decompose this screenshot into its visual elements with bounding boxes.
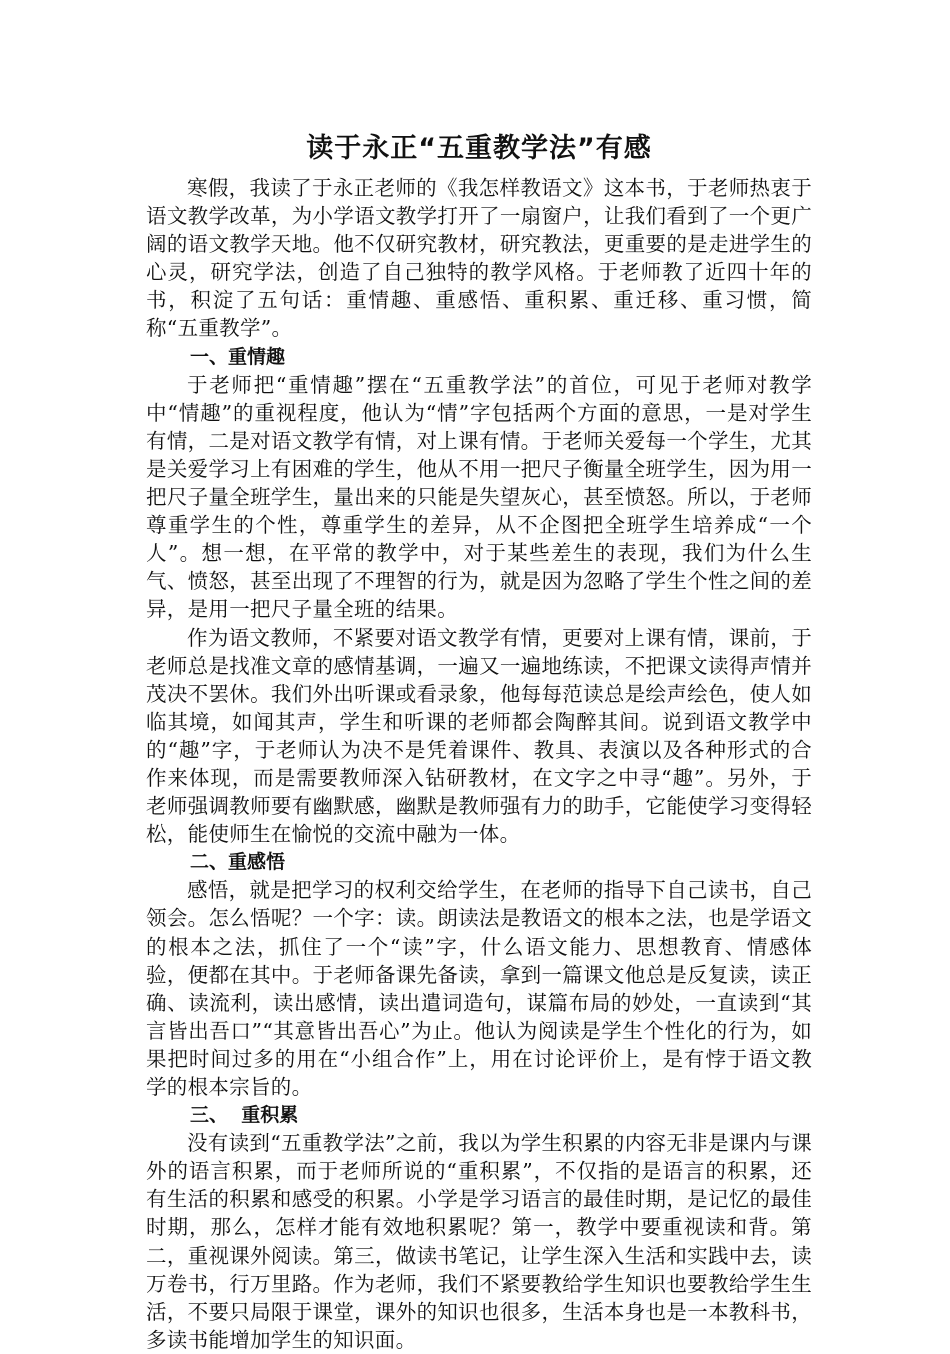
section3-paragraph-1: 没有读到“五重教学法”之前，我以为学生积累的内容无非是课内与课外的语言积累，而于老师所说的“重积累”，不仅指的是语言的积累，还有生活的积累和感受的积累。小学是学习语言的最佳时期，是记忆的最佳时期，那么，怎样才能有效地积累呢？第一，教学中要重视读和背。第二，重视课外阅读。第三，做读书笔记，让学生深入生活和实践中去，读万卷书，行万里路。作为老师，我们不紧要教给学生知识也要教给学生生活，不要只局限于课堂，课外的知识也很多，生活本身也是一本教科书，多读书能增加学生的知识面。 — [146, 1131, 812, 1352]
document-page — [146, 126, 812, 1354]
section-heading-3: 三、 重积累 — [190, 1104, 299, 1127]
section-heading-2: 二、重感悟 — [190, 851, 286, 874]
intro-paragraph: 寒假，我读了于永正老师的《我怎样教语文》这本书，于老师热衷于语文教学改革，为小学语文教学打开了一扇窗户，让我们看到了一个更广阔的语文教学天地。他不仅研究教材，研究教法，更重要的是走进学生的心灵，研究学法，创造了自己独特的教学风格。于老师教了近四十年的书，积淀了五句话：重情趣、重感悟、重积累、重迁移、重习惯，简称“五重教学”。 — [146, 176, 812, 341]
section2-paragraph-1: 感悟，就是把学习的权利交给学生，在老师的指导下自己读书，自己领会。怎么悟呢？一个字：读。朗读法是教语文的根本之法，也是学语文的根本之法，抓住了一个“读”字，什么语文能力、思想教育、情感体验，便都在其中。于老师备课先备读，拿到一篇课文他总是反复读，读正确、读流利，读出感情，读出遣词造句，谋篇布局的妙处，一直读到“其言皆出吾口”“其意皆出吾心”为止。他认为阅读是学生个性化的行为，如果把时间过多的用在“小组合作”上，用在讨论评价上，是有悖于语文教学的根本宗旨的。 — [146, 878, 812, 1099]
section1-paragraph-1: 于老师把“重情趣”摆在“五重教学法”的首位，可见于老师对教学中“情趣”的重视程度，他认为“情”字包括两个方面的意思，一是对学生有情，二是对语文教学有情，对上课有情。于老师关爱每一个学生，尤其是关爱学习上有困难的学生，他从不用一把尺子衡量全班学生，因为用一把尺子量全班学生，量出来的只能是失望灰心，甚至愤怒。所以，于老师尊重学生的个性，尊重学生的差异，从不企图把全班学生培养成“一个人”。想一想，在平常的教学中，对于某些差生的表现，我们为什么生气、愤怒，甚至出现了不理智的行为，就是因为忽略了学生个性之间的差异，是用一把尺子量全班的结果。 — [146, 372, 812, 622]
section1-paragraph-2: 作为语文教师，不紧要对语文教学有情，更要对上课有情，课前，于老师总是找准文章的感情基调，一遍又一遍地练读，不把课文读得声情并茂决不罢休。我们外出听课或看录象，他每每范读总是绘声绘色，使人如临其境，如闻其声，学生和听课的老师都会陶醉其间。说到语文教学中的“趣”字，于老师认为决不是凭着课件、教具、表演以及各种形式的合作来体现，而是需要教师深入钻研教材，在文字之中寻“趣”。另外，于老师强调教师要有幽默感，幽默是教师强有力的助手，它能使学习变得轻松，能使师生在愉悦的交流中融为一体。 — [146, 625, 812, 847]
document-title: 读于永正“五重教学法”有感 — [306, 133, 652, 164]
section-heading-1: 一、重情趣 — [190, 345, 286, 368]
